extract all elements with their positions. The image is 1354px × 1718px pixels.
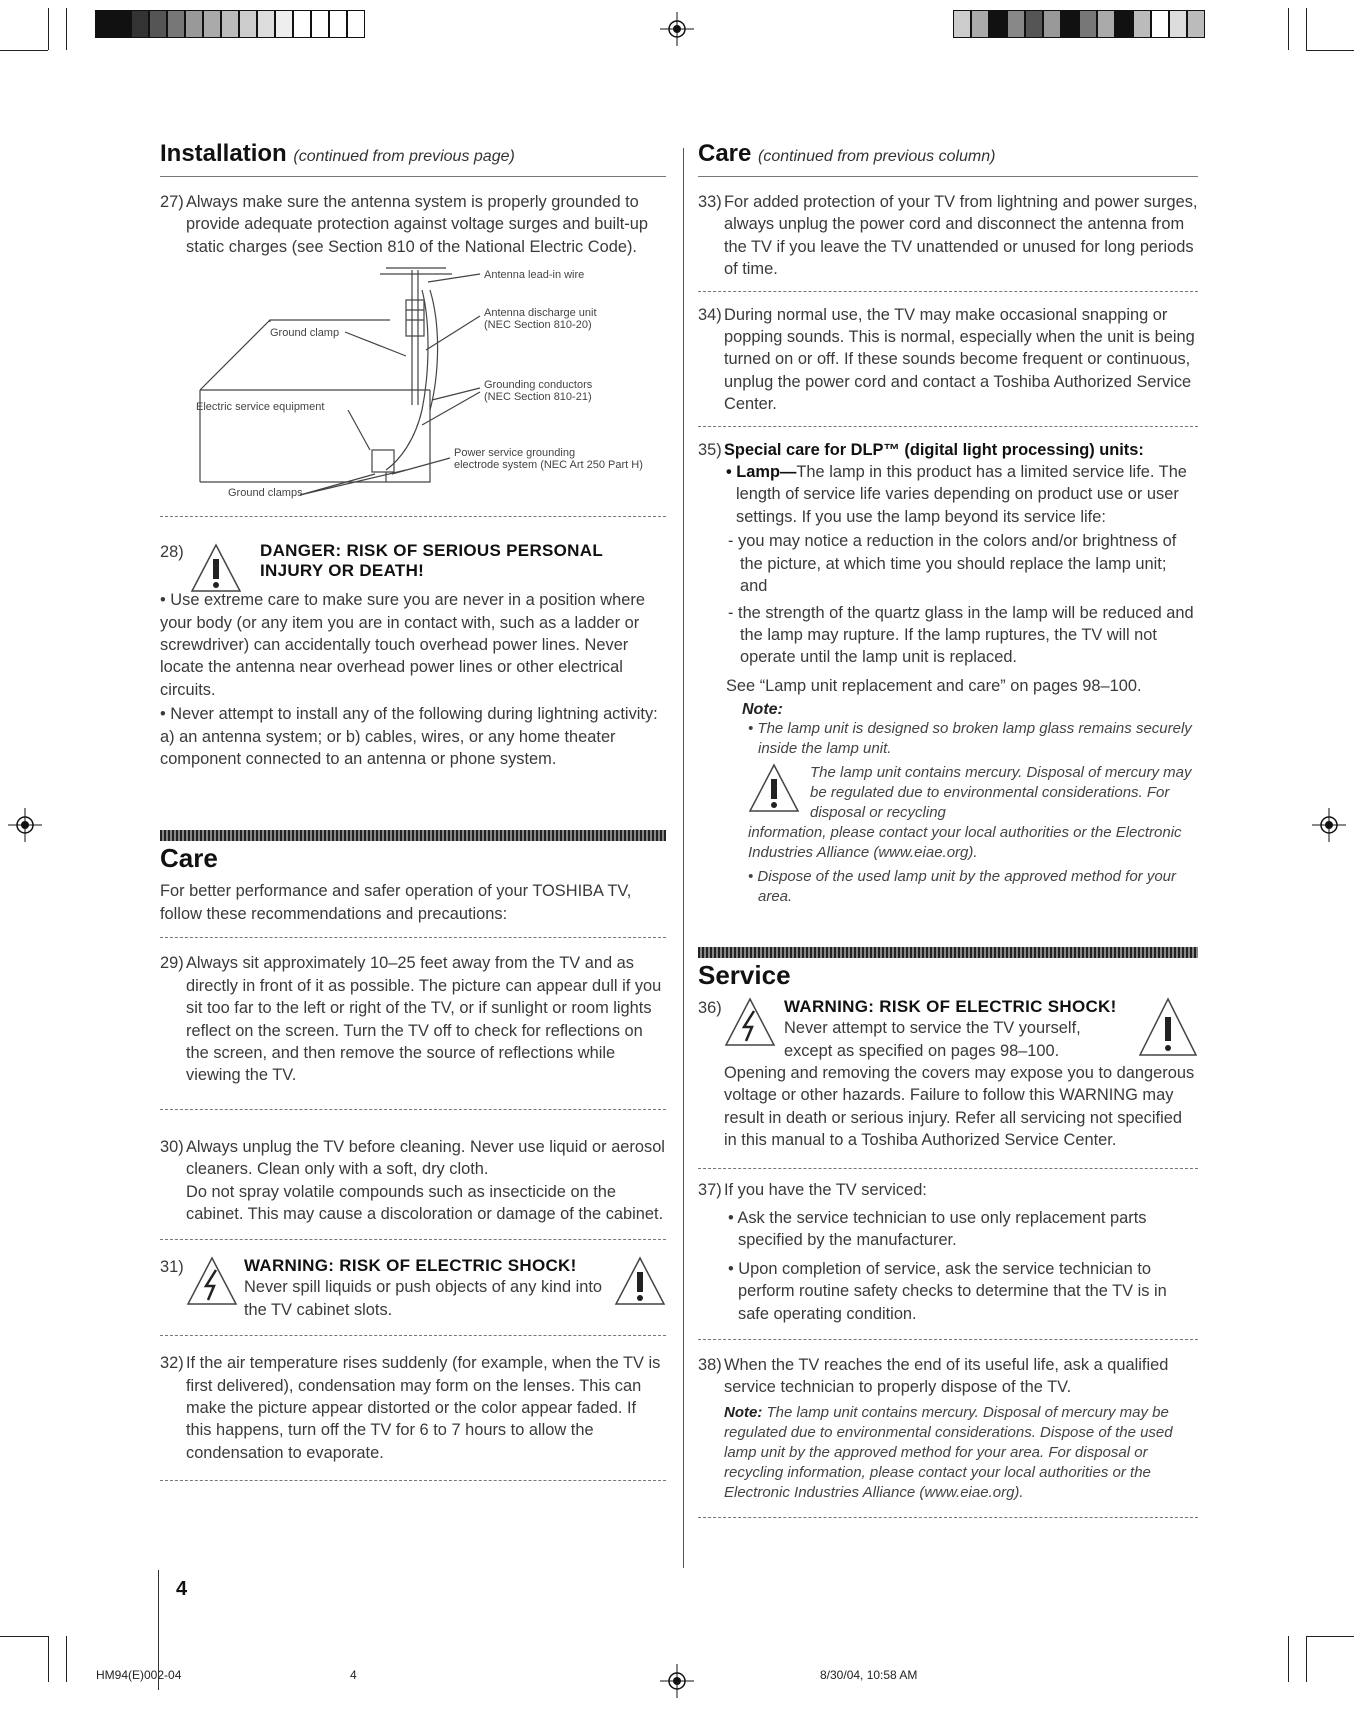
item-33: 33) For added protection of your TV from lightning and power surges, always unplug the power cord and disconnect the antenna from the TV if you leave the TV unattended or unused for long periods of time. — [698, 193, 1198, 279]
item-36: 36) WARNING: RISK OF ELECTRIC SHOCK! Never attempt to service the TV yourself, except as specified on pages 98–100. Opening and removing the covers may expose you to dangerous voltage or other hazards. Failure to follow this WARNING may result in death or serious injury. Refer all servicing not specified in this manual to a Toshiba Authorized Service Center. — [698, 997, 1198, 1151]
label-discharge-unit: Antenna discharge unit — [484, 307, 597, 320]
item-29: 29) Always sit approximately 10–25 feet away from the TV and as directly in front of it as possible. The picture can appear dull if you sit too far to the left or right of the TV, or if sunlight or room lights reflect on the screen. Turn the TV off to check for reflections on the screen, and then remove the source of reflections while viewing the TV. — [160, 954, 662, 1085]
installation-heading: Installation (continued from previous page) — [160, 140, 515, 167]
footer-file: HM94(E)002-04 — [96, 1668, 182, 1682]
antenna-grounding-diagram — [160, 260, 666, 508]
caution-exclamation-icon — [614, 1256, 666, 1306]
care-continued-heading: Care (continued from previous column) — [698, 140, 996, 167]
column-separator — [683, 148, 684, 1568]
electric-shock-icon — [186, 1256, 238, 1306]
item-30: 30) Always unplug the TV before cleaning. Never use liquid or aerosol cleaners. Clean only with a soft, dry cloth. Do not spray volatile compounds such as insecticide on the cabinet. This may cause a discoloration or damage of the cabinet. — [160, 1137, 665, 1223]
item-27: 27) Always make sure the antenna system is properly grounded to provide adequate protection against voltage surges and built-up static charges (see Section 810 of the National Electric Code). — [160, 193, 648, 256]
care-intro: For better performance and safer operation of your TOSHIBA TV, follow these recommendations and precautions: — [160, 882, 632, 923]
danger-exclamation-icon — [190, 543, 242, 593]
item-28: 28) DANGER: RISK OF SERIOUS PERSONAL INJURY OR DEATH! • Use extreme care to make sure you are never in a position where your body (or any item you are in contact with, such as a ladder or screwdriver) can accidentally touch overhead power lines. Never locate the antenna near overhead power lines or other electrical circuits. • Never attempt to install any of the following during lightning activity: a) an antenna system; or b) cables, wires, or any home theater component connected to an antenna or phone system. — [160, 541, 658, 769]
item-31: 31) WARNING: RISK OF ELECTRIC SHOCK! Never spill liquids or push objects of any kind into the TV cabinet slots. — [160, 1256, 666, 1321]
label-ground-clamps: Ground clamps — [228, 487, 303, 500]
registration-mark-top — [660, 12, 694, 46]
right-column — [698, 140, 1198, 1518]
label-ground-clamp: Ground clamp — [270, 327, 340, 340]
color-bar-left — [95, 10, 365, 38]
label-grounding-conductors: Grounding conductors — [484, 379, 593, 392]
color-bar-right — [953, 10, 1205, 38]
service-heading-bar — [698, 947, 1198, 958]
service-shock-icon — [724, 997, 776, 1047]
service-exclamation-icon — [1138, 997, 1198, 1057]
footer-date: 8/30/04, 10:58 AM — [820, 1668, 918, 1682]
item-32: 32) If the air temperature rises suddenly (for example, when the TV is first delivered), condensation may form on the lenses. This can make the picture appear distorted or the color appear faded. If this happens, turn off the TV for 6 to 7 hours to allow the condensation to evaporate. — [160, 1354, 661, 1462]
care-heading: Care — [160, 843, 218, 874]
label-discharge-nec: (NEC Section 810-20) — [484, 319, 592, 332]
service-heading: Service — [698, 960, 791, 991]
page-number: 4 — [176, 1578, 188, 1600]
care-heading-bar — [160, 830, 666, 841]
label-grounding-nec: (NEC Section 810-21) — [484, 391, 592, 404]
footer-page: 4 — [350, 1668, 357, 1682]
item-38: 38) When the TV reaches the end of its useful life, ask a qualified service technician to properly dispose of the TV. Note: The lamp unit contains mercury. Disposal of mercury may be regulated due to environmental considerations. Dispose of the used lamp unit by the approved method for your area. For disposal or recycling information, please contact your local authorities or the Electronic Industries Alliance (www.eiae.org). — [698, 1356, 1173, 1501]
item-34: 34) During normal use, the TV may make occasional snapping or popping sounds. This is normal, especially when the unit is being turned on or off. If these sounds become frequent or continuous, unplug the power cord and contact a Toshiba Authorized Service Center. — [698, 305, 1195, 414]
item-37: 37) If you have the TV serviced: • Ask the service technician to use only replacement parts specified by the manufacturer. • Upon completion of service, ask the service technician to perform routine safety checks to determine that the TV is in safe operating condition. — [698, 1180, 1167, 1323]
registration-mark-left — [8, 808, 42, 842]
label-electric-service: Electric service equipment — [196, 401, 325, 414]
label-antenna-lead: Antenna lead-in wire — [484, 269, 585, 282]
item-35: 35) Special care for DLP™ (digital light processing) units: • Lamp—The lamp in this product has a limited service life. The length of service life varies depending on product use or user settings. If you use the lamp beyond its service life: - you may notice a reduction in the colors and/or brightness of the picture, at which time you should replace the lamp unit; and - the strength of the quartz glass in the lamp will be reduced and the lamp may rupture. If the lamp ruptures, the TV will not operate until the lamp unit is replaced. See “Lamp unit replacement and care” on pages 98–100. Note: • The lamp unit is designed so broken lamp glass remains securely inside the lamp unit. The lamp unit contains mercury. Disposal of mercury may be regulated due to environmental considerations. For disposal or recycling information, please contact your local authorities or the Electronic Industries Alliance (www.eiae.org). • Dispose of the used lamp unit by the approved method for your area. — [698, 440, 1194, 906]
left-column — [160, 140, 666, 1481]
registration-mark-bottom — [660, 1664, 694, 1698]
registration-mark-right — [1312, 808, 1346, 842]
mercury-warning-icon — [748, 763, 800, 813]
label-power-grounding: Power service grounding — [454, 447, 576, 460]
label-power-grounding-2: electrode system (NEC Art 250 Part H) — [454, 459, 643, 472]
